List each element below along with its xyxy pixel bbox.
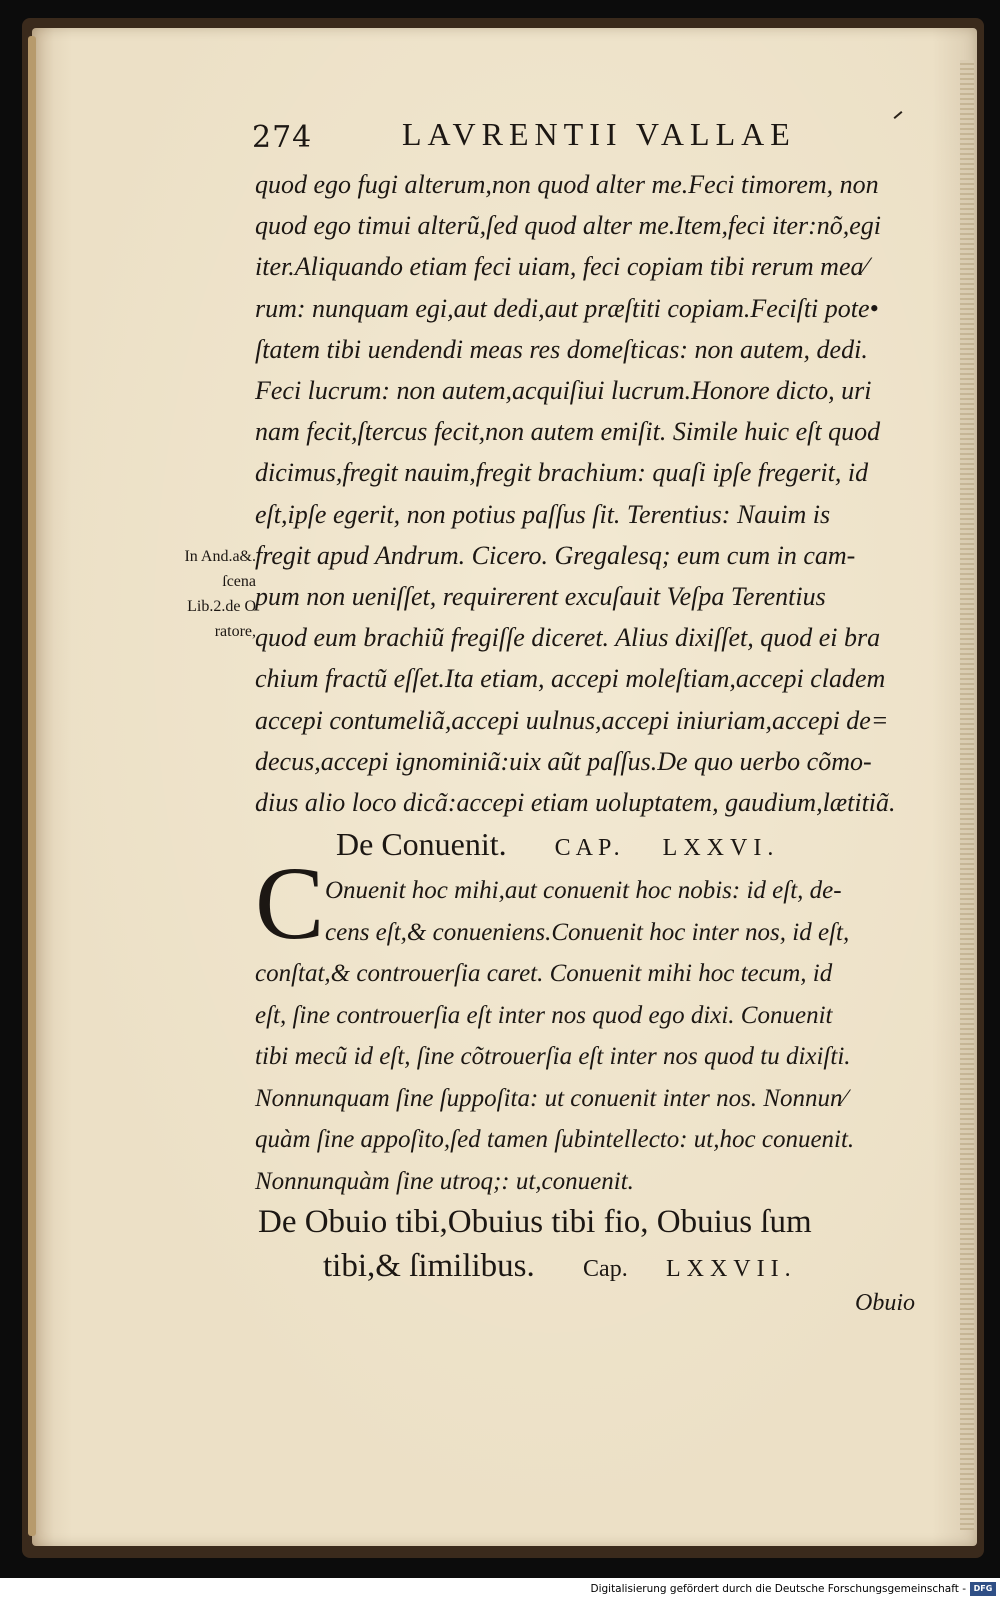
margin-note: ſcena bbox=[222, 573, 256, 590]
text-line: conſtat,& controuerſia caret. Conuenit mihi hoc tecum, id bbox=[255, 960, 833, 987]
main-paragraph bbox=[255, 164, 945, 823]
text-line: accepi contumeliã,accepi uulnus,accepi iniuriam,accepi de= bbox=[255, 705, 889, 735]
text-line: quod ego fugi alterum,non quod alter me.Feci timorem, non bbox=[255, 170, 879, 199]
footer-credit: Digitalisierung gefördert durch die Deutsche Forschungsgemeinschaft - bbox=[590, 1583, 966, 1595]
footer-bar bbox=[0, 1578, 1000, 1602]
text-line: Feci lucrum: non autem,acquiſiui lucrum.Honore dicto, uri bbox=[255, 376, 872, 406]
text-line: Nonnunquam ſine ſuppoſita: ut conuenit inter nos. Nonnun⁄ bbox=[255, 1084, 847, 1112]
chapter-heading bbox=[336, 826, 779, 863]
text-line: tibi mecũ id eſt, ſine cõtrouerſia eſt inter nos quod tu dixiſti. bbox=[255, 1043, 851, 1070]
text-line: quàm ſine appoſito,ſed tamen ſubintellecto: ut,hoc conuenit. bbox=[255, 1126, 855, 1153]
spine-edge bbox=[28, 36, 36, 1536]
text-line: eſt, ſine controuerſia eſt inter nos quod ego dixi. Conuenit bbox=[255, 1001, 833, 1029]
chapter-title-line: tibi,& ſimilibus. bbox=[323, 1248, 535, 1284]
running-title: LAVRENTII VALLAE bbox=[402, 116, 796, 152]
text-line: quod ego timui alterũ,ſed quod alter me.Item,feci iter:nõ,egi bbox=[255, 211, 882, 241]
page-edges bbox=[960, 60, 974, 1530]
chapter-cap-label: Cap. bbox=[583, 1256, 628, 1282]
text-line: dius alio loco dicã:accepi etiam uoluptatem, gaudium,lætitiã. bbox=[255, 788, 896, 818]
chapter-heading-next bbox=[258, 1200, 958, 1291]
text-line: eſt,ipſe egerit, non potius paſſus ſit. Terentius: Nauim is bbox=[255, 499, 831, 529]
text-line: cens eſt,& conueniens.Conuenit hoc inter nos, id eſt, bbox=[325, 918, 850, 946]
text-line: nam fecit,ſtercus fecit,non autem emiſit. Simile huic eſt quod bbox=[255, 417, 881, 447]
chapter-number: LXXVII. bbox=[665, 1256, 797, 1282]
text-line: ſtatem tibi uendendi meas res domeſticas: non autem, dedi. bbox=[255, 334, 868, 364]
catchword: Obuio bbox=[855, 1290, 915, 1316]
dfg-logo: DFG bbox=[970, 1582, 996, 1596]
text-line: quod eum brachiũ fregiſſe diceret. Alius dixiſſet, quod ei bra bbox=[255, 623, 881, 653]
text-line: pum non ueniſſet, requirerent excuſauit Veſpa Terentius bbox=[255, 582, 826, 612]
text-line: rum: nunquam egi,aut dedi,aut præſtiti copiam.Feciſti pote• bbox=[255, 293, 879, 323]
chapter-title-line: De Obuio tibi,Obuius tibi fio, Obuius ſum bbox=[258, 1204, 812, 1240]
margin-notes bbox=[116, 544, 256, 644]
text-line: Onuenit hoc mihi,aut conuenit hoc nobis: id eſt, de- bbox=[325, 877, 842, 904]
page-header bbox=[252, 114, 812, 164]
text-line: dicimus,fregit nauim,fregit brachium: quaſi ipſe fregerit, id bbox=[255, 458, 869, 488]
text-line: chium fractũ eſſet.Ita etiam, accepi moleſtiam,accepi cladem bbox=[255, 664, 886, 694]
text-line: iter.Aliquando etiam feci uiam, feci copiam tibi rerum mea⁄ bbox=[255, 252, 868, 282]
page-number: 274 bbox=[252, 120, 313, 155]
chapter-number: LXXVI. bbox=[662, 835, 780, 861]
chapter-paragraph bbox=[255, 870, 945, 1202]
chapter-cap-label: CAP. bbox=[554, 835, 625, 861]
text-line: decus,accepi ignominiã:uix aũt paſſus.De quo uerbo cõmo- bbox=[255, 746, 872, 776]
margin-note: ratore, bbox=[214, 623, 256, 640]
text-line: fregit apud Andrum. Cicero. Gregalesq; eum cum in cam- bbox=[255, 540, 856, 570]
drop-cap: C bbox=[255, 846, 325, 961]
margin-note: Lib.2.de O bbox=[187, 598, 256, 615]
margin-note: In And.a&. bbox=[184, 548, 256, 565]
text-line: Nonnunquàm ſine utroq;: ut,conuenit. bbox=[255, 1167, 634, 1195]
chapter-title: De Conuenit. bbox=[336, 826, 507, 862]
